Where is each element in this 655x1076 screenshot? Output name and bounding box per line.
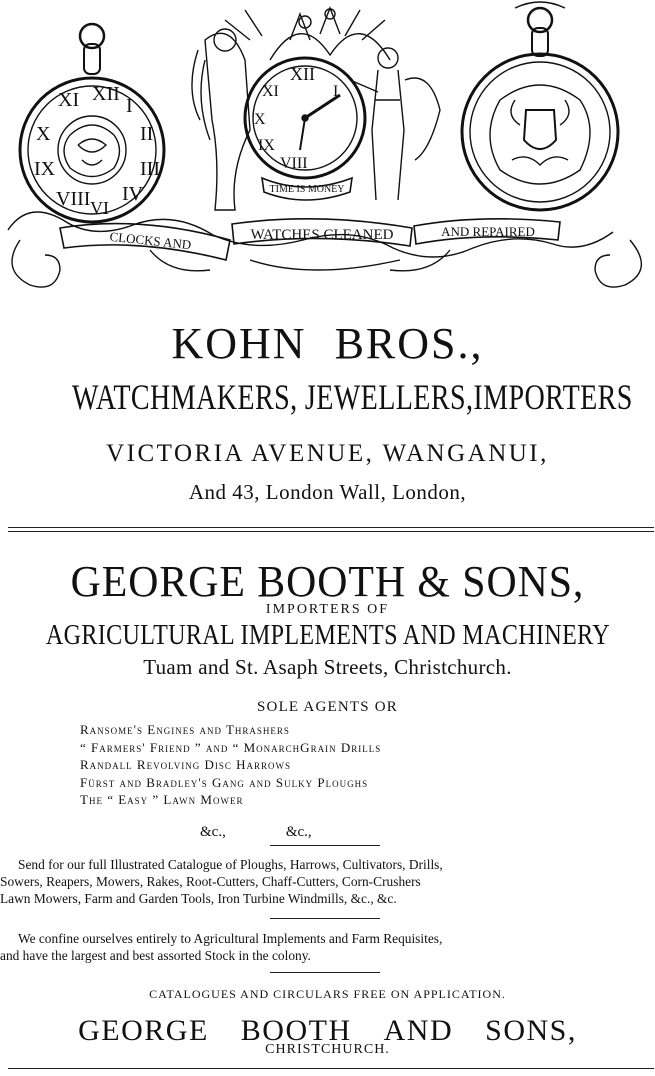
list-item: Randall Revolving Disc Harrows (80, 757, 292, 772)
paragraph-line: Send for our full Illustrated Catalogue of Ploughs, Harrows, Cultivators, Drills, (18, 857, 443, 872)
list-item: Ransome's Engines and Thrashers (80, 722, 290, 737)
footer-name-word: AND (383, 1014, 454, 1047)
catalogue-notice: CATALOGUES AND CIRCULARS FREE ON APPLICATION. (149, 987, 506, 1001)
kohn-address-wanganui: VICTORIA AVENUE, WANGANUI, (106, 440, 549, 467)
kohn-name-part1: KOHN (171, 319, 307, 368)
svg-text:XII: XII (290, 64, 315, 84)
divider-rule (8, 531, 654, 532)
svg-text:VIII: VIII (280, 155, 308, 172)
catalogue-paragraph (0, 856, 655, 907)
paragraph-line: Lawn Mowers, Farm and Garden Tools, Iron Turbine Windmills, &c., &c. (0, 891, 397, 906)
svg-text:IX: IX (34, 158, 56, 180)
paragraph-line: We confine ourselves entirely to Agricultural Implements and Farm Requisites, (18, 931, 443, 946)
short-rule (270, 972, 380, 973)
banner-left-text: CLOCKS AND (108, 228, 193, 253)
list-item: “ Farmers' Friend ” and “ MonarchGrain Drills (80, 739, 382, 755)
booth-sole-agents: SOLE AGENTS OR (257, 699, 398, 715)
banner-center-text: WATCHES CLEANED (250, 227, 394, 243)
footer-name-word: BOOTH (240, 1014, 352, 1047)
svg-text:I: I (126, 95, 133, 117)
right-pocket-watch-icon (462, 2, 618, 210)
divider-rule (8, 527, 654, 528)
watchmaker-engraving (0, 0, 655, 300)
booth-street-address: Tuam and St. Asaph Streets, Christchurch. (143, 655, 512, 679)
banner-center (232, 219, 412, 246)
agents-list (80, 721, 381, 809)
footer-name-word: SONS, (485, 1014, 577, 1047)
list-item: Fürst and Bradley's Gang and Sulky Ploughs (80, 774, 369, 790)
list-item: The “ Easy ” Lawn Mower (80, 792, 244, 807)
svg-text:III: III (140, 158, 160, 180)
kohn-bros-title (0, 318, 655, 369)
kohn-name-part2: BROS., (334, 319, 484, 368)
kohn-address-london: And 43, London Wall, London, (188, 480, 467, 504)
center-clock-icon (245, 58, 365, 200)
svg-text:II: II (140, 123, 154, 145)
father-time-figure-icon (192, 29, 250, 210)
svg-text:IV: IV (122, 183, 144, 205)
svg-text:IX: IX (258, 137, 275, 154)
svg-text:VIII: VIII (56, 188, 91, 210)
clock-motto: TIME IS MONEY (269, 184, 345, 195)
paragraph-line: and have the largest and best assorted Stock in the colony. (0, 948, 311, 963)
svg-text:XI: XI (58, 89, 80, 111)
agents-etc (200, 824, 372, 841)
svg-text:X: X (36, 123, 51, 145)
bottom-rule (8, 1068, 654, 1069)
etc-2: &c., (285, 824, 312, 840)
kohn-trade-line: WATCHMAKERS, JEWELLERS,IMPORTERS (72, 377, 633, 417)
banner-right-text: AND REPAIRED (441, 224, 535, 239)
booth-importers: IMPORTERS OF (265, 602, 390, 617)
booth-business-line: AGRICULTURAL IMPLEMENTS AND MACHINERY (45, 620, 610, 651)
stock-paragraph (0, 930, 655, 964)
crown-ornament (225, 8, 390, 60)
left-pocket-watch-icon (20, 24, 164, 222)
banner-left (60, 224, 230, 260)
svg-text:VI: VI (90, 198, 109, 218)
footer-city: CHRISTCHURCH. (265, 1042, 390, 1057)
svg-text:I: I (333, 83, 339, 100)
booth-title: GEORGE BOOTH & SONS, (70, 557, 585, 606)
short-rule (270, 845, 380, 846)
footer-name-word: GEORGE (78, 1014, 209, 1047)
etc-1: &c., (200, 824, 226, 840)
svg-text:X: X (254, 111, 266, 128)
short-rule (270, 918, 380, 919)
svg-text:XI: XI (262, 83, 279, 100)
svg-text:XII: XII (92, 83, 120, 105)
paragraph-line: Sowers, Reapers, Mowers, Rakes, Root-Cutters, Chaff-Cutters, Corn-Crushers (0, 874, 421, 889)
